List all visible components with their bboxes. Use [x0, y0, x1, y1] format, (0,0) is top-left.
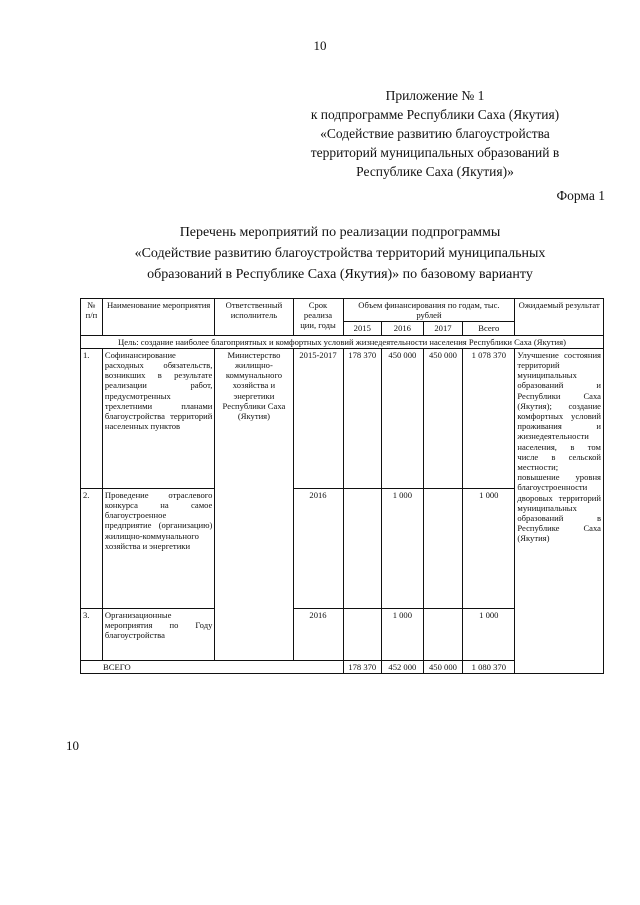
row-2017 [423, 488, 463, 608]
row-num: 2. [81, 488, 103, 608]
header-finance: Объем финансирования по годам, тыс. рублей [343, 299, 515, 322]
header-year-2016: 2016 [382, 322, 424, 335]
row-total: 1 000 [463, 608, 515, 660]
header-responsible: Ответственный исполнитель [215, 299, 293, 336]
header-total: Всего [463, 322, 515, 335]
row-period: 2016 [293, 488, 343, 608]
row-num: 3. [81, 608, 103, 660]
row-name: Проведение отраслевого конкурса на самое благоустроенное предприятие (организацию) жилищно-коммунального хозяйства и энергетики [102, 488, 215, 608]
appendix-line: к подпрограмме Республики Саха (Якутия) [310, 107, 560, 122]
title-line: Перечень мероприятий по реализации подпрограммы [179, 225, 501, 240]
header-result: Ожидаемый результат [515, 299, 604, 336]
footer-number: 10 [66, 738, 79, 753]
header-num: № п/п [81, 299, 103, 336]
row-name: Софинансирование расходных обязательств, возникших в результате реализации работ, предусмотренных трехлетними планами благоустройства территорий населенных пунктов [102, 348, 215, 488]
row-2016: 1 000 [382, 488, 424, 608]
row-period: 2016 [293, 608, 343, 660]
goal-text: Цель: создание наиболее благоприятных и комфортных условий жизнедеятельности населения Республики Саха (Якутия) [81, 335, 604, 348]
row-num: 1. [81, 348, 103, 488]
row-period: 2015-2017 [293, 348, 343, 488]
measures-table [80, 298, 604, 674]
row-2016: 450 000 [382, 348, 424, 488]
expected-result: Улучшение состояния территорий муниципальных образований и Республики Саха (Якутия); создание комфортных условий проживания и жизнедеятельности населения, в том числе в сельской местности; повышение уровня благоустроенности дворовых территорий муниципальных образований в Республике Саха (Якутия) [515, 348, 604, 673]
row-2017 [423, 608, 463, 660]
row-2015 [343, 608, 382, 660]
title-line: образований в Республике Саха (Якутия)» по базовому варианту [147, 267, 533, 282]
total-label: ВСЕГО [81, 660, 344, 673]
row-2015 [343, 488, 382, 608]
responsible-executor: Министерство жилищно-коммунального хозяйства и энергетики Республики Саха (Якутия) [215, 348, 293, 660]
header-period: Срок реализа ции, годы [293, 299, 343, 336]
appendix-line: «Содействие развитию благоустройства [320, 126, 550, 141]
row-2015: 178 370 [343, 348, 382, 488]
form-label: Форма 1 [556, 188, 605, 203]
appendix-line: Приложение № 1 [385, 88, 485, 103]
total-2016: 452 000 [382, 660, 424, 673]
row-2016: 1 000 [382, 608, 424, 660]
appendix-line: Республике Саха (Якутия)» [356, 164, 514, 179]
row-total: 1 000 [463, 488, 515, 608]
header-year-2017: 2017 [423, 322, 463, 335]
row-name: Организационные мероприятия по Году благоустройства [102, 608, 215, 660]
total-all: 1 080 370 [463, 660, 515, 673]
total-2015: 178 370 [343, 660, 382, 673]
header-row [81, 299, 604, 322]
appendix-line: территорий муниципальных образований в [310, 145, 560, 160]
header-name: Наименование мероприятия [102, 299, 215, 336]
table-row [81, 348, 604, 488]
total-2017: 450 000 [423, 660, 463, 673]
header-year-2015: 2015 [343, 322, 382, 335]
appendix-header [250, 86, 620, 181]
page-number: 10 [313, 38, 327, 53]
title-line: «Содействие развитию благоустройства территорий муниципальных [134, 246, 546, 261]
row-total: 1 078 370 [463, 348, 515, 488]
document-title [60, 222, 620, 285]
row-2017: 450 000 [423, 348, 463, 488]
goal-row [81, 335, 604, 348]
